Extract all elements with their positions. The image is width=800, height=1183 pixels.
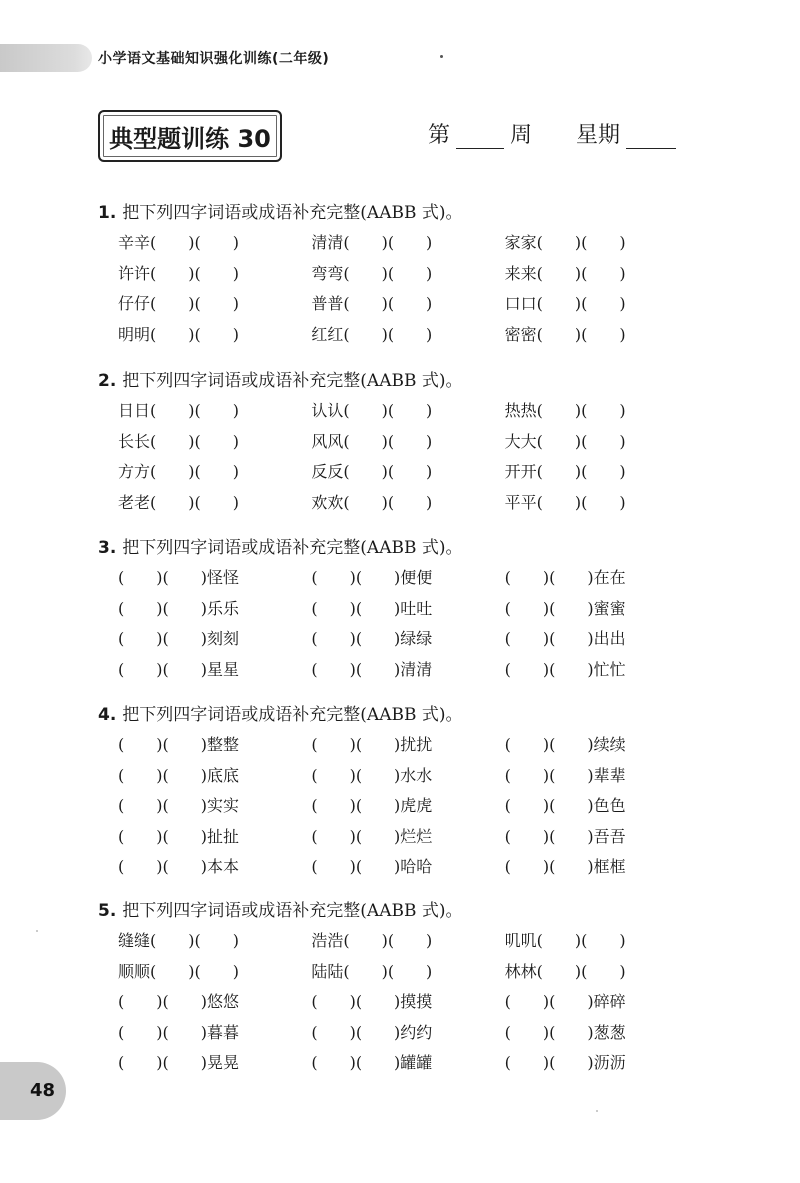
fill-in-item[interactable]: ( )( )扰扰 — [311, 735, 433, 754]
fill-in-item[interactable]: ( )( )乐乐 — [118, 598, 239, 618]
fill-in-item[interactable]: 欢欢( )( ) — [311, 492, 433, 512]
answer-row — [118, 624, 698, 655]
answer-row — [118, 957, 698, 988]
fill-in-item[interactable]: ( )( )烂烂 — [311, 826, 433, 846]
answer-row — [118, 1018, 698, 1049]
fill-in-item[interactable]: 普普( )( ) — [311, 294, 433, 313]
fill-in-item[interactable]: 林林( )( ) — [504, 961, 626, 981]
fill-in-item[interactable]: ( )( )悠悠 — [118, 992, 239, 1011]
question-text: 把下列四字词语或成语补充完整(AABB 式)。 — [122, 203, 463, 223]
week-word: 周 — [510, 123, 533, 148]
answer-row — [118, 926, 698, 957]
fill-in-item[interactable]: ( )( )碎碎 — [504, 992, 626, 1011]
fill-in-item[interactable]: 老老( )( ) — [118, 492, 239, 512]
fill-in-item[interactable]: 开开( )( ) — [504, 462, 626, 481]
fill-in-item[interactable]: ( )( )框框 — [504, 857, 626, 876]
fill-in-item[interactable]: 许许( )( ) — [118, 263, 239, 283]
answer-row — [118, 320, 698, 351]
fill-in-item[interactable]: 顺顺( )( ) — [118, 961, 239, 981]
answer-grid — [118, 730, 698, 883]
fill-in-item[interactable]: ( )( )罐罐 — [311, 1053, 433, 1072]
fill-in-item[interactable]: ( )( )摸摸 — [311, 992, 433, 1011]
question-number: 2. — [98, 371, 117, 391]
fill-in-item[interactable]: ( )( )虎虎 — [311, 796, 433, 815]
question-title — [98, 700, 698, 730]
answer-row — [118, 791, 698, 822]
page-number: 48 — [30, 1080, 56, 1101]
fill-in-item[interactable]: ( )( )续续 — [504, 735, 626, 754]
weekday-word: 星期 — [576, 123, 621, 148]
answer-row — [118, 396, 698, 427]
fill-in-item[interactable]: 口口( )( ) — [504, 294, 626, 313]
question-text: 把下列四字词语或成语补充完整(AABB 式)。 — [122, 901, 463, 921]
fill-in-item[interactable]: 来来( )( ) — [504, 263, 626, 283]
fill-in-item[interactable]: ( )( )色色 — [504, 796, 626, 815]
fill-in-item[interactable]: ( )( )在在 — [504, 568, 626, 587]
question-text: 把下列四字词语或成语补充完整(AABB 式)。 — [122, 538, 463, 558]
header-band — [0, 44, 92, 72]
fill-in-item[interactable]: ( )( )底底 — [118, 765, 239, 785]
fill-in-item[interactable]: ( )( )出出 — [504, 629, 626, 648]
exercise-title-box — [98, 110, 282, 162]
question-text: 把下列四字词语或成语补充完整(AABB 式)。 — [122, 371, 463, 391]
question-number: 5. — [98, 901, 117, 921]
fill-in-item[interactable]: ( )( )实实 — [118, 796, 239, 815]
fill-in-item[interactable]: 弯弯( )( ) — [311, 263, 433, 283]
fill-in-item[interactable]: ( )( )吐吐 — [311, 598, 433, 618]
fill-in-item[interactable]: 认认( )( ) — [311, 401, 433, 420]
exercise-title: 典型题训练 30 — [109, 124, 271, 153]
weekday-blank[interactable] — [626, 124, 676, 149]
answer-row — [118, 289, 698, 320]
fill-in-item[interactable]: ( )( )辈辈 — [504, 765, 626, 785]
fill-in-item[interactable]: 仔仔( )( ) — [118, 294, 239, 313]
answer-row — [118, 822, 698, 853]
answer-row — [118, 594, 698, 625]
answer-row — [118, 488, 698, 519]
answer-row — [118, 987, 698, 1018]
fill-in-item[interactable]: ( )( )扯扯 — [118, 826, 239, 846]
fill-in-item[interactable]: 平平( )( ) — [504, 492, 626, 512]
question-number: 4. — [98, 705, 117, 725]
fill-in-item[interactable]: 反反( )( ) — [311, 462, 433, 481]
fill-in-item[interactable]: 缝缝( )( ) — [118, 931, 239, 950]
exercise-section — [98, 198, 698, 350]
fill-in-item[interactable]: ( )( )清清 — [311, 659, 433, 679]
answer-row — [118, 852, 698, 883]
fill-in-item[interactable]: ( )( )葱葱 — [504, 1022, 626, 1042]
fill-in-item[interactable]: ( )( )暮暮 — [118, 1022, 239, 1042]
fill-in-item[interactable]: ( )( )沥沥 — [504, 1053, 626, 1072]
week-day-line — [428, 118, 676, 149]
fill-in-item[interactable]: 陆陆( )( ) — [311, 961, 433, 981]
fill-in-item[interactable]: ( )( )约约 — [311, 1022, 433, 1042]
answer-row — [118, 259, 698, 290]
fill-in-item[interactable]: ( )( )忙忙 — [504, 659, 626, 679]
answer-grid — [118, 396, 698, 518]
answer-row — [118, 228, 698, 259]
fill-in-item[interactable]: 红红( )( ) — [311, 324, 433, 344]
question-title — [98, 198, 698, 228]
week-number-blank[interactable] — [456, 124, 504, 149]
exercise-section — [98, 366, 698, 518]
question-title — [98, 896, 698, 926]
answer-row — [118, 655, 698, 686]
fill-in-item[interactable]: ( )( )晃晃 — [118, 1053, 239, 1072]
fill-in-item[interactable]: 密密( )( ) — [504, 324, 626, 344]
answer-grid — [118, 926, 698, 1079]
fill-in-item[interactable]: ( )( )哈哈 — [311, 857, 433, 876]
question-text: 把下列四字词语或成语补充完整(AABB 式)。 — [122, 705, 463, 725]
exercise-section — [98, 533, 698, 685]
answer-row — [118, 761, 698, 792]
fill-in-item[interactable]: 方方( )( ) — [118, 462, 239, 481]
fill-in-item[interactable]: ( )( )吾吾 — [504, 826, 626, 846]
exercise-section — [98, 896, 698, 1079]
fill-in-item[interactable]: 家家( )( ) — [504, 233, 626, 252]
week-prefix: 第 — [428, 123, 451, 148]
fill-in-item[interactable]: 叽叽( )( ) — [504, 931, 626, 950]
question-title — [98, 366, 698, 396]
answer-grid — [118, 563, 698, 685]
question-number: 1. — [98, 203, 117, 223]
exercise-section — [98, 700, 698, 883]
answer-grid — [118, 228, 698, 350]
book-title: 小学语文基础知识强化训练(二年级) — [98, 51, 330, 67]
header-dot — [440, 55, 443, 58]
fill-in-item[interactable]: ( )( )水水 — [311, 765, 433, 785]
fill-in-item[interactable]: 大大( )( ) — [504, 431, 626, 451]
fill-in-item[interactable]: ( )( )蜜蜜 — [504, 598, 626, 618]
answer-row — [118, 1048, 698, 1079]
answer-row — [118, 730, 698, 761]
question-number: 3. — [98, 538, 117, 558]
answer-row — [118, 457, 698, 488]
fill-in-item[interactable]: 辛辛( )( ) — [118, 233, 239, 252]
fill-in-item[interactable]: ( )( )绿绿 — [311, 629, 433, 648]
fill-in-item[interactable]: ( )( )星星 — [118, 659, 239, 679]
fill-in-item[interactable]: ( )( )便便 — [311, 568, 433, 587]
paper-speck — [596, 1110, 598, 1112]
fill-in-item[interactable]: ( )( )怪怪 — [118, 568, 239, 587]
fill-in-item[interactable]: ( )( )本本 — [118, 857, 239, 876]
paper-speck — [36, 930, 38, 932]
fill-in-item[interactable]: 浩浩( )( ) — [311, 931, 433, 950]
fill-in-item[interactable]: 热热( )( ) — [504, 401, 626, 420]
fill-in-item[interactable]: 明明( )( ) — [118, 324, 239, 344]
fill-in-item[interactable]: 日日( )( ) — [118, 401, 239, 420]
answer-row — [118, 427, 698, 458]
fill-in-item[interactable]: ( )( )整整 — [118, 735, 239, 754]
fill-in-item[interactable]: 风风( )( ) — [311, 431, 433, 451]
fill-in-item[interactable]: 清清( )( ) — [311, 233, 433, 252]
answer-row — [118, 563, 698, 594]
fill-in-item[interactable]: 长长( )( ) — [118, 431, 239, 451]
fill-in-item[interactable]: ( )( )刻刻 — [118, 629, 239, 648]
question-title — [98, 533, 698, 563]
